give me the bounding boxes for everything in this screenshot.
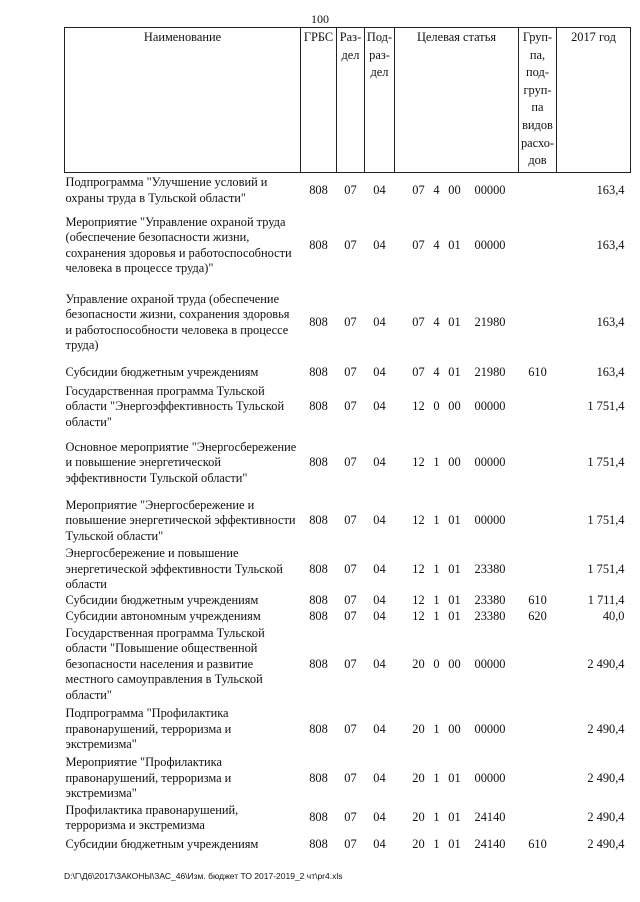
row-name: Субсидии бюджетным учреждениям	[65, 365, 259, 380]
row-razdel: 07	[344, 237, 357, 252]
row-podrazdel: 04	[373, 836, 386, 851]
row-target-code	[395, 834, 519, 856]
target-code-part: 12	[412, 399, 425, 413]
row-target-code	[395, 496, 519, 546]
row-grbs: 808	[309, 592, 328, 607]
target-code-part: 01	[448, 561, 461, 576]
row-name: Мероприятие "Энергосбережение и повышение энергетической эффективности Тульской области"	[65, 497, 296, 543]
row-grbs: 808	[309, 314, 328, 329]
row-group	[519, 625, 557, 705]
target-code-part: 07	[412, 365, 425, 380]
target-code-part: 00000	[474, 237, 506, 252]
row-group	[519, 496, 557, 546]
row-razdel: 07	[344, 183, 357, 197]
target-code-part: 00000	[474, 513, 506, 528]
row-name: Субсидии бюджетным учреждениям	[65, 592, 259, 607]
target-code-part: 00	[448, 455, 461, 470]
row-grbs: 808	[309, 608, 328, 623]
table-body	[65, 173, 631, 856]
target-code-part: 23380	[474, 608, 506, 623]
table-row	[65, 173, 631, 209]
header-group: Груп- па, под- груп- па видов расхо- дов	[519, 28, 557, 173]
target-code-part: 01	[448, 810, 461, 825]
row-podrazdel: 04	[373, 608, 386, 623]
row-target-code	[395, 546, 519, 593]
row-grbs: 808	[309, 721, 328, 736]
row-razdel: 07	[344, 455, 357, 470]
target-code-part: 00000	[474, 656, 506, 671]
target-code-part: 20	[412, 810, 425, 825]
row-name: Подпрограмма "Улучшение условий и охраны труда в Тульской области"	[65, 175, 268, 205]
row-podrazdel: 04	[373, 513, 386, 528]
page-number: 100	[311, 12, 329, 26]
target-code-part: 1	[433, 455, 440, 470]
target-code-part: 1	[433, 770, 440, 785]
row-amount: 1 751,4	[587, 513, 625, 528]
header-name: Наименование	[65, 28, 301, 173]
target-code-part: 1	[433, 561, 440, 576]
target-code-part: 07	[412, 237, 425, 252]
row-group	[519, 384, 557, 431]
target-code-part: 00	[448, 183, 461, 197]
row-podrazdel: 04	[373, 810, 386, 825]
row-razdel: 07	[344, 513, 357, 528]
row-grbs: 808	[309, 365, 328, 380]
target-code-part: 23380	[474, 561, 506, 576]
row-amount: 163,4	[596, 365, 625, 380]
row-target-code	[395, 384, 519, 431]
table-row	[65, 593, 631, 609]
row-amount: 163,4	[596, 183, 625, 197]
row-podrazdel: 04	[373, 561, 386, 576]
target-code-part: 20	[412, 836, 425, 851]
row-amount: 2 490,4	[587, 836, 625, 851]
row-grbs: 808	[309, 237, 328, 252]
row-name: Управление охраной труда (обеспечение безопасности жизни, сохранения здоровья и работоспособности человека в процессе труда)	[65, 291, 290, 352]
target-code-part: 21980	[474, 365, 506, 380]
row-razdel: 07	[344, 770, 357, 785]
table-row	[65, 363, 631, 384]
row-name: Мероприятие "Профилактика правонарушений, терроризма и экстремизма"	[65, 755, 232, 801]
target-code-part: 1	[433, 592, 440, 607]
target-code-part: 00000	[474, 455, 506, 470]
target-code-part: 01	[448, 836, 461, 851]
row-razdel: 07	[344, 399, 357, 413]
row-target-code	[395, 173, 519, 209]
file-path-footer: D:\Г\Д6\2017\ЗАКОНЫ\ЗАС_46\Изм. бюджет ТО 2017-2019_2 чт\pr4.xls	[64, 871, 343, 881]
target-code-part: 00000	[474, 721, 506, 736]
target-code-part: 01	[448, 365, 461, 380]
target-code-part: 23380	[474, 592, 506, 607]
target-code-part: 21980	[474, 314, 506, 329]
row-group	[519, 546, 557, 593]
table-row	[65, 430, 631, 496]
row-target-code	[395, 283, 519, 363]
row-razdel: 07	[344, 656, 357, 671]
row-amount: 163,4	[596, 314, 625, 329]
row-podrazdel: 04	[373, 365, 386, 380]
target-code-part: 4	[433, 237, 440, 252]
row-amount: 1 711,4	[587, 592, 625, 607]
row-razdel: 07	[344, 810, 357, 825]
row-amount: 1 751,4	[587, 399, 625, 413]
row-podrazdel: 04	[373, 314, 386, 329]
target-code-part: 24140	[474, 810, 506, 825]
target-code-part: 00	[448, 721, 461, 736]
row-razdel: 07	[344, 314, 357, 329]
row-group	[519, 283, 557, 363]
row-razdel: 07	[344, 836, 357, 851]
row-grbs: 808	[309, 656, 328, 671]
row-grbs: 808	[309, 513, 328, 528]
target-code-part: 01	[448, 314, 461, 329]
target-code-part: 20	[412, 770, 425, 785]
row-razdel: 07	[344, 561, 357, 576]
row-podrazdel: 04	[373, 237, 386, 252]
row-amount: 40,0	[602, 608, 625, 623]
row-target-code	[395, 363, 519, 384]
row-razdel: 07	[344, 592, 357, 607]
row-name: Подпрограмма "Профилактика правонарушений, терроризма и экстремизма"	[65, 706, 232, 752]
target-code-part: 01	[448, 770, 461, 785]
table-row	[65, 834, 631, 856]
row-name: Субсидии бюджетным учреждениям	[65, 836, 259, 851]
row-name: Основное мероприятие "Энергосбережение и повышение энергетической эффективности Тульской области"	[65, 439, 297, 485]
row-name: Энергосбережение и повышение энергетической эффективности Тульской области	[65, 546, 283, 591]
row-razdel: 07	[344, 608, 357, 623]
target-code-part: 20	[412, 656, 425, 671]
row-amount: 2 490,4	[587, 810, 625, 825]
row-target-code	[395, 609, 519, 625]
row-amount: 1 751,4	[587, 561, 625, 576]
row-podrazdel: 04	[373, 770, 386, 785]
target-code-part: 07	[412, 314, 425, 329]
table-row	[65, 609, 631, 625]
row-grbs: 808	[309, 770, 328, 785]
row-name: Профилактика правонарушений, терроризма и экстремизма	[65, 802, 239, 832]
row-target-code	[395, 209, 519, 283]
target-code-part: 01	[448, 513, 461, 528]
target-code-part: 12	[412, 513, 425, 528]
row-group	[519, 803, 557, 834]
header-grbs: ГРБС	[301, 28, 337, 173]
target-code-part: 1	[433, 721, 440, 736]
target-code-part: 00000	[474, 770, 506, 785]
target-code-part: 24140	[474, 836, 506, 851]
target-code-part: 4	[433, 314, 440, 329]
row-target-code	[395, 430, 519, 496]
row-grbs: 808	[309, 836, 328, 851]
target-code-part: 0	[433, 656, 440, 671]
row-group: 610	[528, 836, 547, 851]
target-code-part: 07	[412, 183, 425, 197]
row-group	[519, 430, 557, 496]
header-podrazdel: Под- раз- дел	[365, 28, 395, 173]
row-name: Субсидии автономным учреждениям	[65, 608, 261, 623]
target-code-part: 00	[448, 399, 461, 413]
row-amount: 163,4	[596, 237, 625, 252]
target-code-part: 1	[433, 608, 440, 623]
target-code-part: 1	[433, 836, 440, 851]
table-row	[65, 625, 631, 705]
target-code-part: 00000	[474, 183, 506, 197]
row-target-code	[395, 705, 519, 755]
target-code-part: 12	[412, 608, 425, 623]
row-group: 610	[528, 592, 547, 607]
row-name: Мероприятие "Управление охраной труда (обеспечение безопасности жизни, сохранения здоровья и работоспособности человека в процессе труда)"	[65, 214, 292, 275]
target-code-part: 4	[433, 365, 440, 380]
row-podrazdel: 04	[373, 455, 386, 470]
target-code-part: 1	[433, 513, 440, 528]
table-row	[65, 496, 631, 546]
target-code-part: 20	[412, 721, 425, 736]
row-target-code	[395, 625, 519, 705]
budget-table	[64, 27, 631, 856]
row-grbs: 808	[309, 455, 328, 470]
row-group: 610	[528, 365, 547, 380]
table-row	[65, 283, 631, 363]
row-group	[519, 173, 557, 209]
target-code-part: 01	[448, 608, 461, 623]
table-header	[65, 28, 631, 173]
header-razdel: Раз- дел	[337, 28, 365, 173]
row-group	[519, 209, 557, 283]
table-row	[65, 803, 631, 834]
target-code-part: 12	[412, 561, 425, 576]
row-name: Государственная программа Тульской области "Повышение общественной безопасности населения и развитие местного самоуправления в Тульской области"	[65, 625, 265, 702]
row-podrazdel: 04	[373, 183, 386, 197]
row-podrazdel: 04	[373, 721, 386, 736]
target-code-part: 00000	[474, 399, 506, 413]
row-grbs: 808	[309, 561, 328, 576]
row-group	[519, 755, 557, 803]
target-code-part: 1	[433, 810, 440, 825]
row-target-code	[395, 803, 519, 834]
row-razdel: 07	[344, 365, 357, 380]
row-podrazdel: 04	[373, 399, 386, 413]
row-amount: 2 490,4	[587, 721, 625, 736]
row-grbs: 808	[309, 810, 328, 825]
target-code-part: 12	[412, 592, 425, 607]
target-code-part: 01	[448, 237, 461, 252]
row-name: Государственная программа Тульской области "Энергоэффективность Тульской области"	[65, 383, 285, 429]
row-podrazdel: 04	[373, 656, 386, 671]
row-group	[519, 705, 557, 755]
table-row	[65, 384, 631, 431]
row-grbs: 808	[309, 399, 328, 413]
target-code-part: 00	[448, 656, 461, 671]
row-amount: 2 490,4	[587, 656, 625, 671]
target-code-part: 0	[433, 399, 440, 413]
table-row	[65, 546, 631, 593]
table-row	[65, 209, 631, 283]
row-target-code	[395, 593, 519, 609]
row-grbs: 808	[309, 183, 328, 197]
header-year: 2017 год	[557, 28, 631, 173]
target-code-part: 4	[433, 183, 440, 197]
target-code-part: 01	[448, 592, 461, 607]
row-amount: 1 751,4	[587, 455, 625, 470]
target-code-part: 12	[412, 455, 425, 470]
row-amount: 2 490,4	[587, 770, 625, 785]
row-razdel: 07	[344, 721, 357, 736]
row-podrazdel: 04	[373, 592, 386, 607]
row-group: 620	[528, 608, 547, 623]
table-row	[65, 755, 631, 803]
row-target-code	[395, 755, 519, 803]
header-target: Целевая статья	[395, 28, 519, 173]
table-row	[65, 705, 631, 755]
